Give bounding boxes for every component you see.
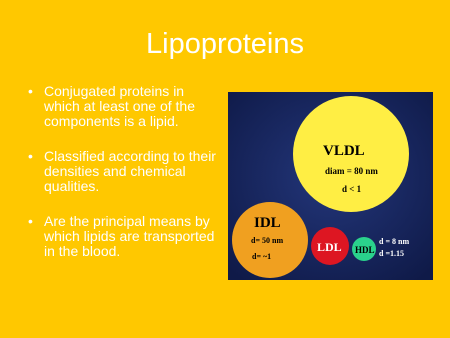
lipoprotein-diagram xyxy=(228,92,433,280)
hdl-diameter: d = 8 nm xyxy=(379,237,410,246)
idl-label: IDL xyxy=(254,215,281,231)
hdl-label: HDL xyxy=(355,245,375,255)
bullet-text: Conjugated proteins in which at least one of the components is a lipid. xyxy=(44,83,195,129)
bullet-item xyxy=(26,149,221,194)
bullet-text: Are the principal means by which lipids are transported in the blood. xyxy=(44,213,215,259)
bullet-dot-icon: • xyxy=(28,213,33,229)
bullet-item xyxy=(26,214,221,259)
vldl-label: VLDL xyxy=(323,143,365,159)
hdl-density: d =1.15 xyxy=(379,249,405,258)
bullet-list xyxy=(26,84,221,279)
idl-diameter: d= 50 nm xyxy=(251,236,284,245)
bullet-dot-icon: • xyxy=(28,83,33,99)
lipoprotein-size-figure xyxy=(228,92,433,280)
idl-density: d= ~1 xyxy=(252,252,272,261)
bullet-text: Classified according to their densities and chemical qualities. xyxy=(44,148,216,194)
vldl-diameter: diam = 80 nm xyxy=(325,166,378,176)
slide-title: Lipoproteins xyxy=(146,28,304,60)
bullet-dot-icon: • xyxy=(28,148,33,164)
ldl-label: LDL xyxy=(317,240,342,254)
bullet-item xyxy=(26,84,221,129)
vldl-density: d < 1 xyxy=(342,184,362,194)
